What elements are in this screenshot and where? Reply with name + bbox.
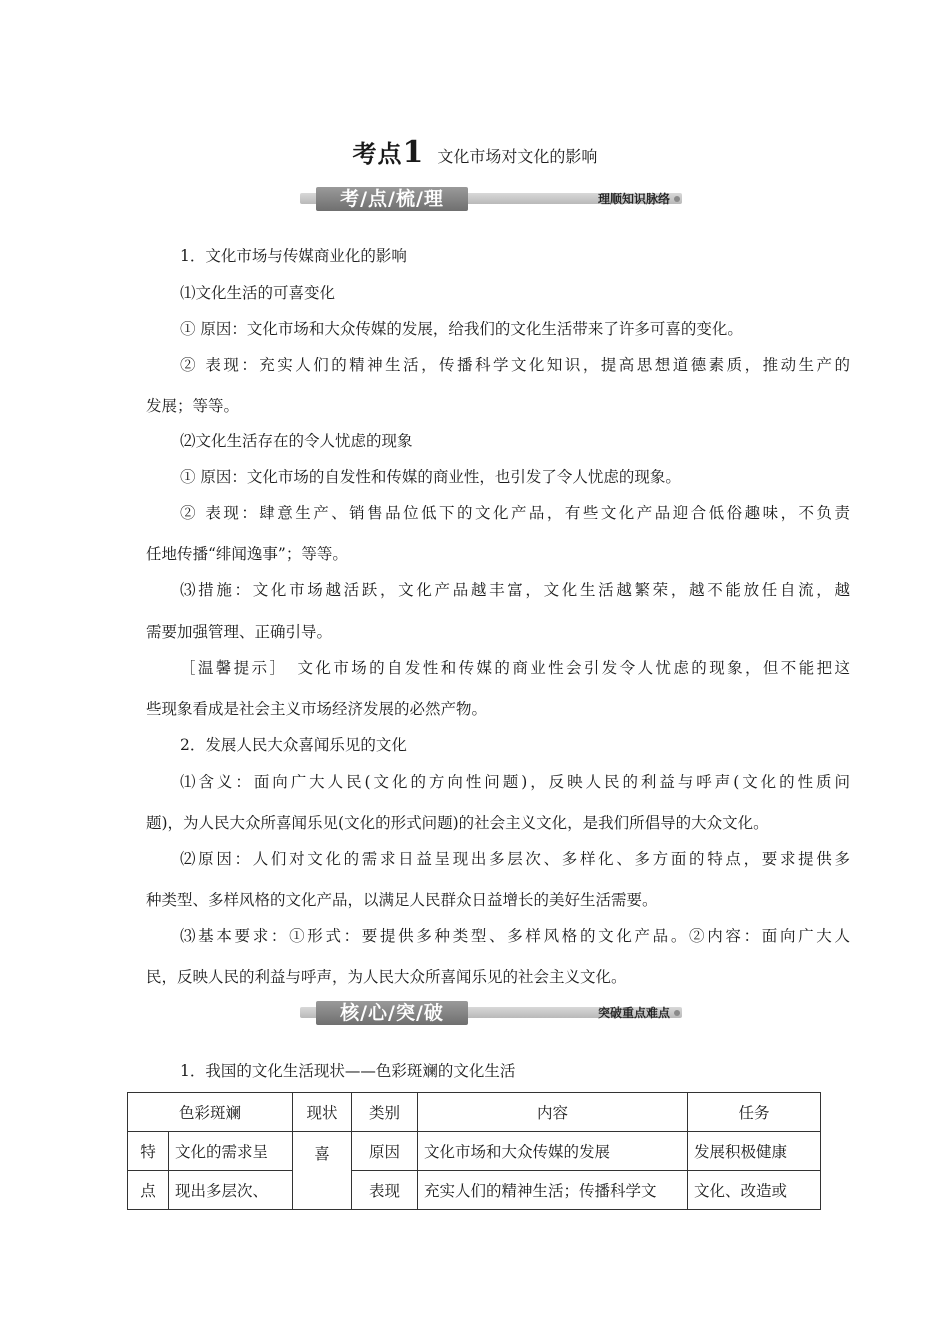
title-number: 1 [402,135,424,170]
cell-task: 发展积极健康 [688,1132,821,1171]
cell-te: 特 [128,1132,169,1171]
cell-dian: 点 [128,1171,169,1210]
banner-core [300,1001,682,1025]
table-header-row [128,1093,821,1132]
cell-category: 原因 [352,1132,418,1171]
banner-tab-label: 核/心/突/破 [316,1001,468,1025]
para-line: ① 原因：文化市场的自发性和传媒的商业性，也引发了令人忧虑的现象。 [180,468,681,486]
para-heading-1: 1．文化市场与传媒商业化的影响 [180,247,407,265]
para-line: 发展；等等。 [146,397,240,415]
th-category: 类别 [352,1093,418,1132]
para-heading-3: 1．我国的文化生活现状——色彩斑斓的文化生活 [180,1062,516,1080]
para-line: ⑴文化生活的可喜变化 [180,284,336,302]
para-line: 需要加强管理、正确引导。 [146,623,333,641]
para-line: ② 表现：充实人们的精神生活，传播科学文化知识，提高思想道德素质，推动生产的 [180,356,850,374]
banner-right-label: 突破重点难点 [597,1006,670,1020]
para-line: ⑶基本要求：①形式：要提供多种类型、多样风格的文化产品。②内容：面向广大人 [180,927,850,945]
th-status: 现状 [293,1093,352,1132]
banner-right-label: 理顺知识脉络 [597,192,670,206]
para-line: ⑴含义：面向广大人民(文化的方向性问题)，反映人民的利益与呼声(文化的性质问 [180,773,850,791]
para-heading-2: 2．发展人民大众喜闻乐见的文化 [180,736,407,754]
banner-tab-label: 考/点/梳/理 [316,187,468,211]
para-line: 题)，为人民大众所喜闻乐见(文化的形式问题)的社会主义文化，是我们所倡导的大众文化。 [146,814,769,832]
para-line: 任地传播“绯闻逸事”；等等。 [146,545,348,563]
cell-content: 充实人们的精神生活；传播科学文 [418,1171,688,1210]
tip-line: 些现象看成是社会主义市场经济发展的必然产物。 [146,700,488,718]
title-kaodian: 考点 [352,140,403,168]
section-title [0,134,950,170]
cell-feature: 文化的需求呈 [169,1132,293,1171]
status-table [127,1092,821,1210]
cell-feature: 现出多层次、 [169,1171,293,1210]
cell-content: 文化市场和大众传媒的发展 [418,1132,688,1171]
th-colorful: 色彩斑斓 [128,1093,293,1132]
table-row [128,1132,821,1171]
tip-line: ［温馨提示］ 文化市场的自发性和传媒的商业性会引发令人忧虑的现象，但不能把这 [180,659,850,677]
para-line: ① 原因：文化市场和大众传媒的发展，给我们的文化生活带来了许多可喜的变化。 [180,320,743,338]
para-line: ② 表现：肆意生产、销售品位低下的文化产品，有些文化产品迎合低俗趣味，不负责 [180,504,850,522]
cell-category: 表现 [352,1171,418,1210]
para-line: 种类型、多样风格的文化产品，以满足人民群众日益增长的美好生活需要。 [146,891,658,909]
cell-task: 文化、改造或 [688,1171,821,1210]
th-task: 任务 [688,1093,821,1132]
banner-review [300,187,682,211]
para-line: 民，反映人民的利益与呼声，为人民大众所喜闻乐见的社会主义文化。 [146,968,627,986]
bullet-dot-icon [674,196,680,202]
bullet-dot-icon [674,1010,680,1016]
para-line: ⑵文化生活存在的令人忧虑的现象 [180,432,413,450]
para-line: ⑶措施：文化市场越活跃，文化产品越丰富，文化生活越繁荣，越不能放任自流，越 [180,581,850,599]
table-row [128,1171,821,1210]
title-subtitle: 文化市场对文化的影响 [437,147,598,166]
para-line: ⑵原因：人们对文化的需求日益呈现出多层次、多样化、多方面的特点，要求提供多 [180,850,850,868]
cell-status: 喜 [293,1132,352,1210]
th-content: 内容 [418,1093,688,1132]
